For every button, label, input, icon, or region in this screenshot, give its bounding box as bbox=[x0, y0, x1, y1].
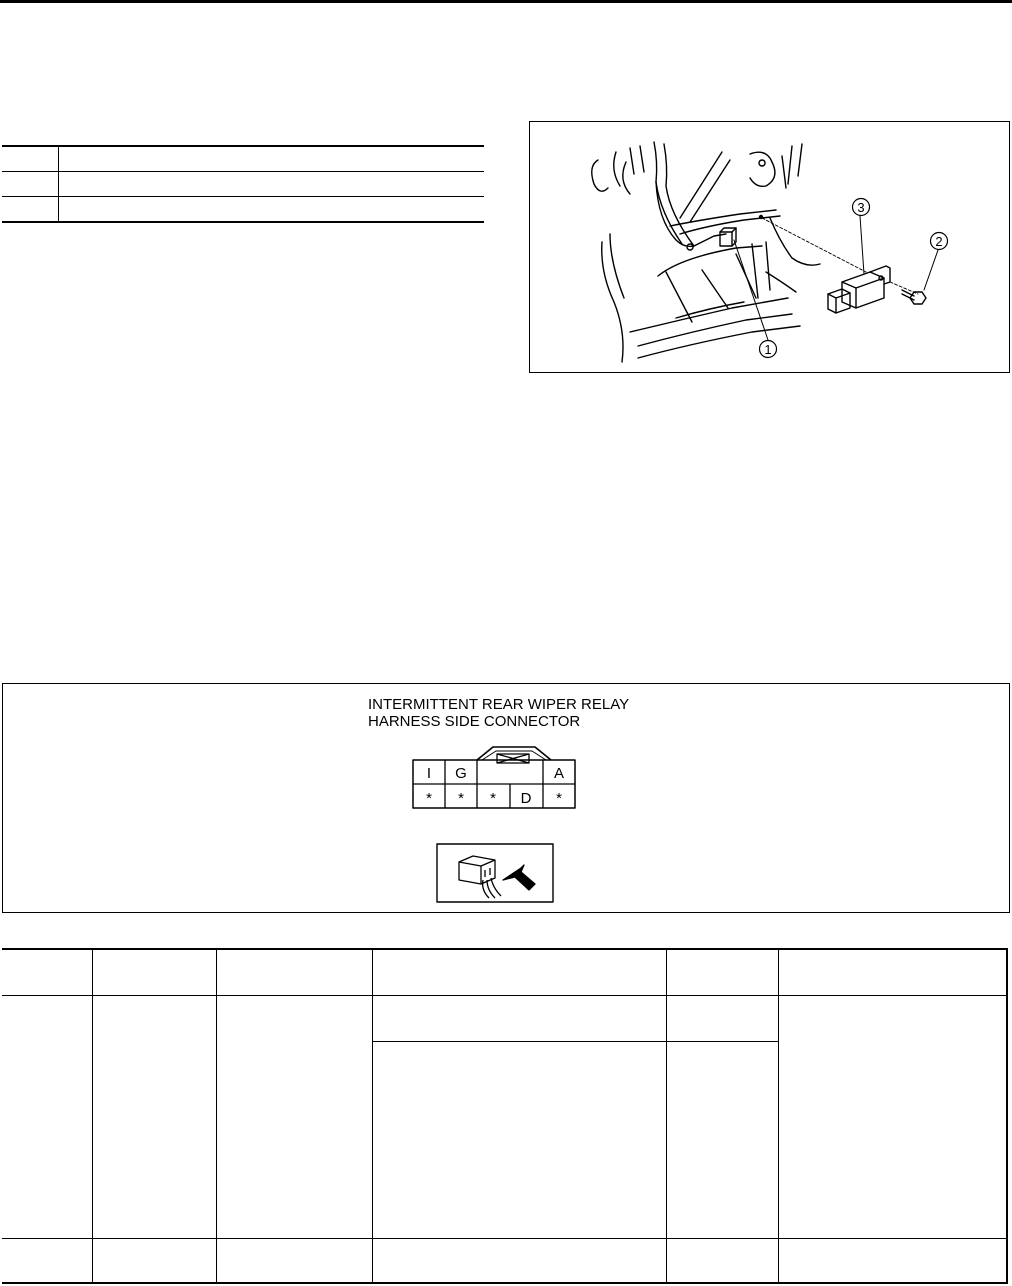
connector-pinout-drawing bbox=[3, 684, 1008, 911]
connector-title-line1: INTERMITTENT REAR WIPER RELAY bbox=[368, 696, 630, 713]
terminal-G: G bbox=[455, 765, 467, 782]
relay-location-figure bbox=[529, 121, 1010, 373]
harness-side-view-icon bbox=[437, 844, 553, 902]
terminal-inspection-table bbox=[2, 948, 1008, 1284]
terminal-unused: * bbox=[490, 790, 496, 807]
table-row bbox=[2, 1239, 1007, 1283]
callout-2-label: 2 bbox=[935, 234, 943, 249]
relay-location-drawing bbox=[530, 122, 1008, 371]
table-row bbox=[2, 996, 1007, 1042]
table-header-row bbox=[2, 949, 1007, 996]
table-row bbox=[2, 146, 484, 172]
terminal-unused: * bbox=[556, 790, 562, 807]
connector-title-line2: HARNESS SIDE CONNECTOR bbox=[368, 713, 581, 730]
terminal-D: D bbox=[520, 790, 532, 807]
connector-figure bbox=[2, 683, 1010, 913]
terminal-A: A bbox=[553, 765, 565, 782]
terminal-unused: * bbox=[458, 790, 464, 807]
callout-1-label: 1 bbox=[764, 342, 772, 357]
header-rule bbox=[0, 0, 1012, 3]
terminal-I: I bbox=[426, 765, 432, 782]
parts-legend-table bbox=[2, 145, 484, 223]
table-row bbox=[2, 172, 484, 197]
callout-3-label: 3 bbox=[857, 200, 865, 215]
terminal-unused: * bbox=[426, 790, 432, 807]
table-row bbox=[2, 197, 484, 223]
